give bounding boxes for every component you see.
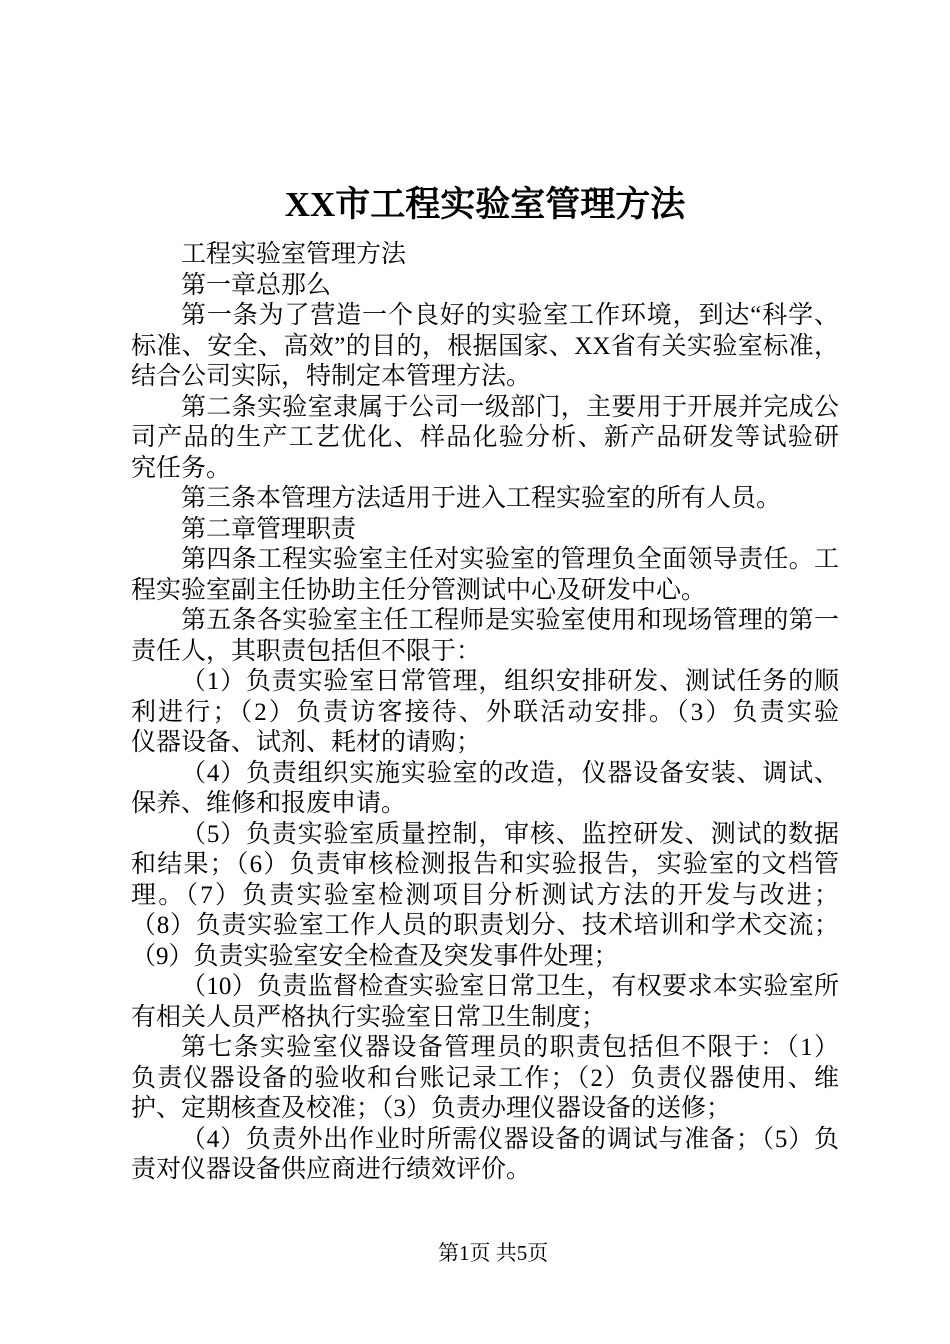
page-number-footer: 第1页 共5页: [438, 1241, 549, 1265]
text-line: （9）负责实验室安全检查及突发事件处理；: [131, 942, 619, 970]
text-line: 理。（7）负责实验室检测项目分析测试方法的开发与改进；: [131, 881, 839, 909]
text-line: 第一章总那么: [181, 271, 332, 299]
text-line: （5）负责实验室质量控制，审核、监控研发、测试的数据: [181, 820, 839, 848]
paragraph: [131, 515, 839, 546]
paragraph: [131, 393, 839, 485]
paragraph: [131, 1033, 839, 1125]
text-line: 第三条本管理方法适用于进入工程实验室的所有人员。: [181, 485, 782, 512]
text-line: 标准、安全、高效”的目的，根据国家、XX省有关实验室标准，: [131, 332, 839, 360]
paragraph: [131, 759, 839, 820]
text-line: 程实验室副主任协助主任分管测试中心及研发中心。: [131, 576, 707, 604]
text-line: 利进行；（2）负责访客接待、外联活动安排。（3）负责实验: [131, 698, 839, 726]
paragraph: [131, 271, 839, 302]
text-line: （4）负责外出作业时所需仪器设备的调试与准备；（5）负: [181, 1125, 839, 1153]
text-line: （10）负责监督检查实验室日常卫生，有权要求本实验室所: [181, 973, 839, 1000]
document-body: [131, 240, 839, 1186]
text-line: 保养、维修和报废申请。: [131, 790, 407, 817]
text-line: （1）负责实验室日常管理，组织安排研发、测试任务的顺: [181, 668, 839, 695]
document-title: XX市工程实验室管理方法: [284, 185, 686, 224]
text-line: 有相关人员严格执行实验室日常卫生制度；: [131, 1003, 607, 1031]
text-line: 究任务。: [131, 454, 232, 482]
text-line: 第二章管理职责: [181, 515, 357, 543]
text-line: 仪器设备、试剂、耗材的请购；: [131, 729, 482, 756]
text-line: 和结果；（6）负责审核检测报告和实验报告，实验室的文档管: [131, 851, 839, 878]
document-content: [131, 184, 839, 1186]
text-line: （4）负责组织实施实验室的改造，仪器设备安装、调试、: [181, 759, 839, 787]
paragraph: [131, 545, 839, 606]
paragraph: [131, 606, 839, 667]
text-line: 结合公司实际，特制定本管理方法。: [131, 363, 532, 390]
paragraph: [131, 1125, 839, 1186]
text-line: 第七条实验室仪器设备管理员的职责包括但不限于：（1）: [181, 1034, 839, 1061]
paragraph: [131, 667, 839, 759]
text-line: 司产品的生产工艺优化、样品化验分析、新产品研发等试验研: [131, 424, 839, 451]
text-line: 第五条各实验室主任工程师是实验室使用和现场管理的第一: [181, 607, 839, 634]
text-line: （8）负责实验室工作人员的职责划分、技术培训和学术交流；: [131, 912, 839, 939]
text-line: 第二条实验室隶属于公司一级部门，主要用于开展并完成公: [181, 393, 839, 421]
paragraph: [131, 240, 839, 271]
paragraph: [131, 301, 839, 393]
text-line: 工程实验室管理方法: [181, 241, 407, 268]
paragraph: [131, 972, 839, 1033]
paragraph: [131, 484, 839, 515]
text-line: 责任人，其职责包括但不限于：: [131, 637, 482, 665]
paragraph: [131, 820, 839, 973]
text-line: 第四条工程实验室主任对实验室的管理负全面领导责任。工: [181, 546, 839, 573]
text-line: 第一条为了营造一个良好的实验室工作环境，到达“科学、: [181, 302, 839, 329]
text-line: 责对仪器设备供应商进行绩效评价。: [131, 1156, 532, 1183]
text-line: 负责仪器设备的验收和台账记录工作；（2）负责仪器使用、维: [131, 1064, 839, 1092]
text-line: 护、定期核查及校准；（3）负责办理仪器设备的送修；: [131, 1095, 732, 1122]
